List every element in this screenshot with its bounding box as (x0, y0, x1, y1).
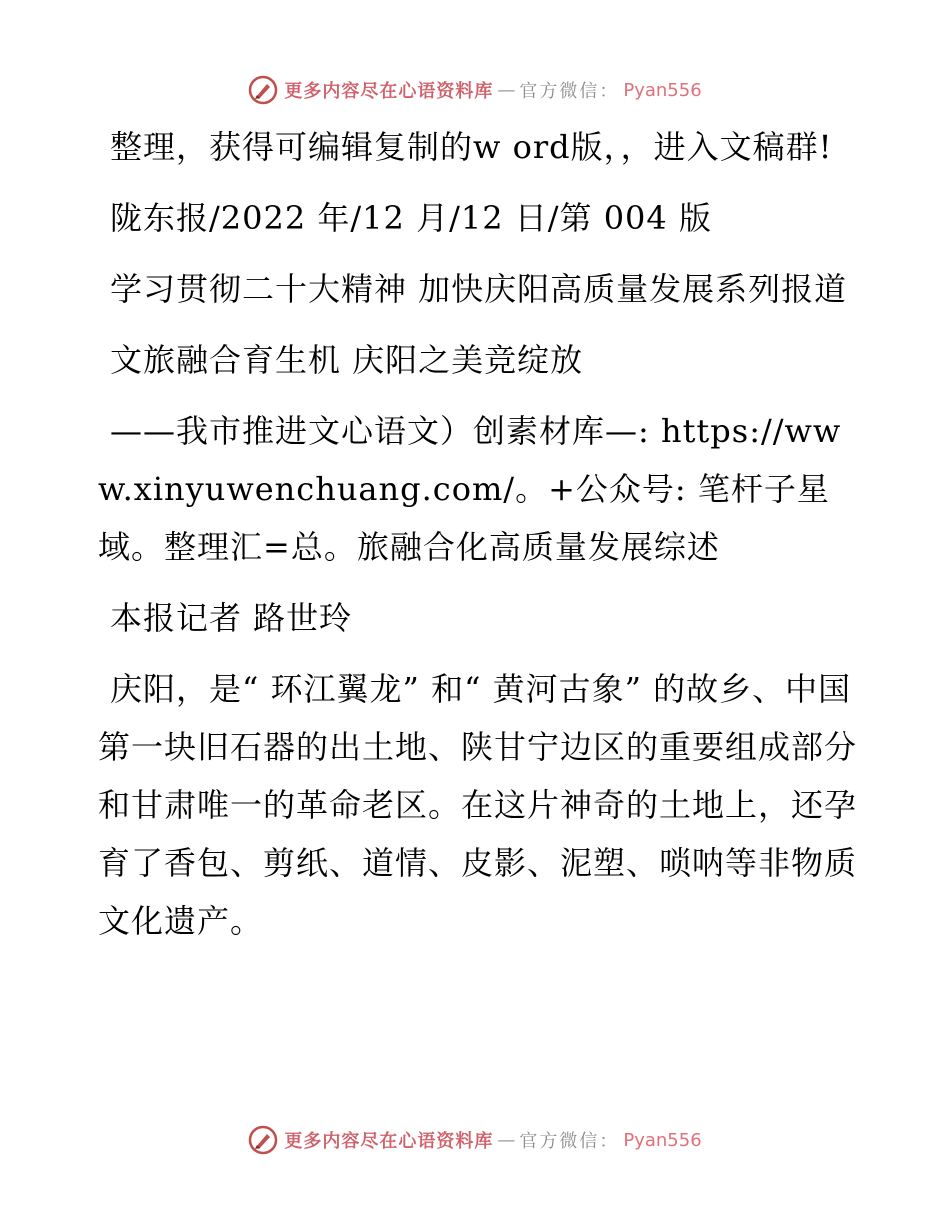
watermark-wechat-label: 官方微信： (519, 81, 620, 102)
series-title: 学习贯彻二十大精神 加快庆阳高质量发展系列报道 (110, 270, 848, 308)
watermark-wechat-id: Pyan556 (623, 79, 702, 101)
header-watermark (0, 72, 950, 108)
watermark-brand: 更多内容尽在心语资料库 (284, 81, 494, 102)
byline: 本报记者 路世玲 (110, 599, 353, 637)
pen-logo-icon (248, 1125, 278, 1155)
pen-logo-icon (248, 75, 278, 105)
article-subtitle: ——我市推进文心语文）创素材库—: https://www.xinyuwenchuang.com/。+公众号: 笔杆子星域。整理汇=总。旅融合化高质量发展综述 (98, 412, 842, 566)
footer-watermark (0, 1122, 950, 1158)
watermark-wechat-label: 官方微信： (519, 1131, 620, 1152)
intro-note: 整理，获得可编辑复制的w ord版，，进入文稿群! (110, 128, 833, 166)
watermark-brand: 更多内容尽在心语资料库 (284, 1131, 494, 1152)
document-body (98, 118, 858, 963)
watermark-separator: — (497, 79, 516, 101)
watermark-separator: — (497, 1129, 516, 1151)
body-paragraph: 庆阳，是“ 环江翼龙” 和“ 黄河古象” 的故乡、中国第一块旧石器的出土地、陕甘宁边区的重要组成部分和甘肃唯一的革命老区。在这片神奇的土地上，还孕育了香包、剪纸、道情、皮影、泥塑、唢呐等非物质文化遗产。 (98, 670, 858, 940)
article-title: 文旅融合育生机 庆阳之美竞绽放 (110, 341, 584, 379)
watermark-wechat-id: Pyan556 (623, 1129, 702, 1151)
publication-line: 陇东报/2022 年/12 月/12 日/第 004 版 (110, 199, 712, 237)
